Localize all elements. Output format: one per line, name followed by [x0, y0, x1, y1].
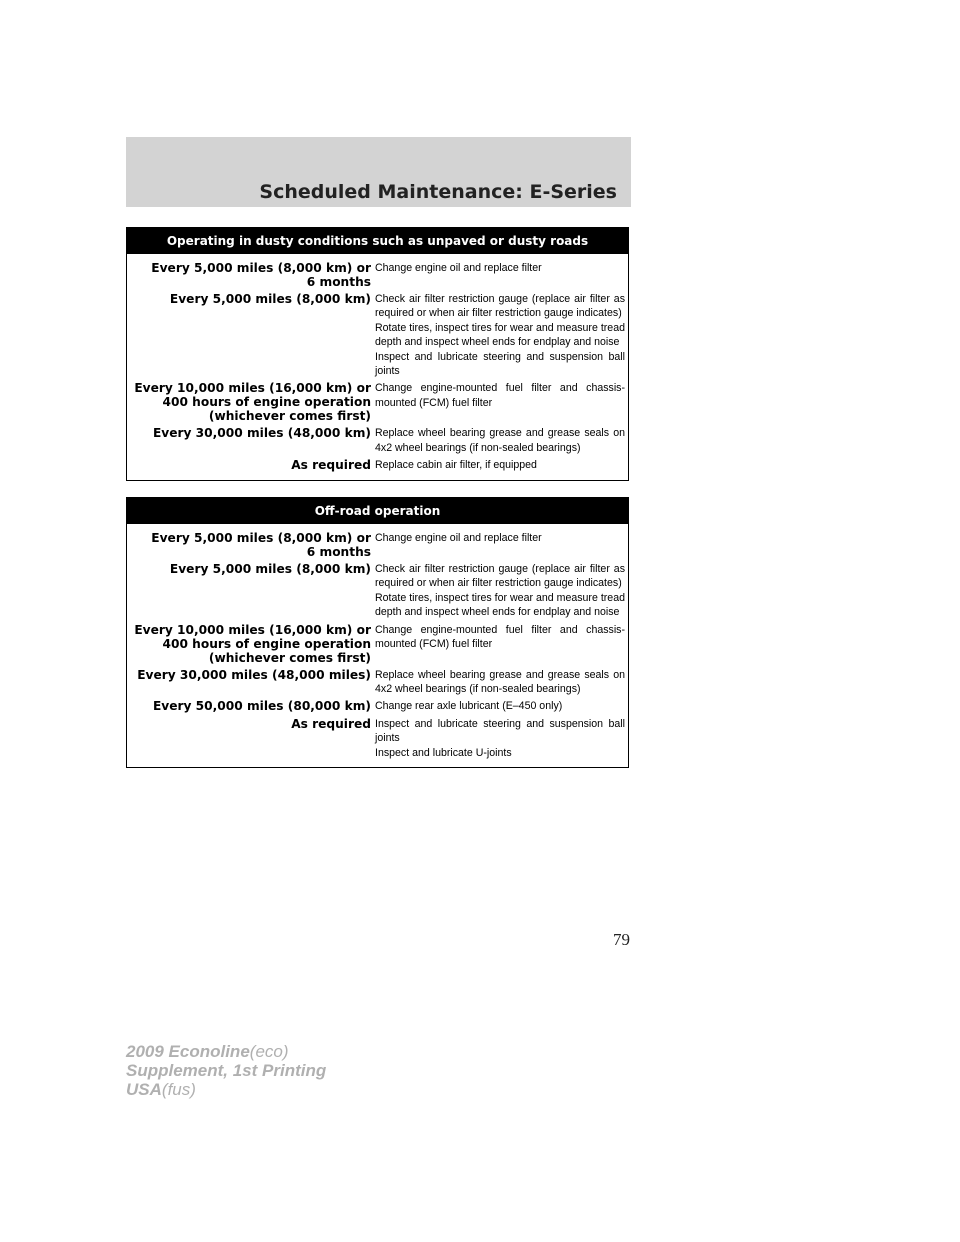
task-item: Replace wheel bearing grease and grease seals on 4x2 wheel bearings (if non-sealed bearings): [375, 427, 625, 454]
interval-label: Every 5,000 miles (8,000 km): [169, 562, 371, 576]
schedule-row: [127, 292, 628, 378]
task-list: [375, 623, 628, 652]
schedule-row: [127, 426, 628, 455]
header-band: [126, 137, 631, 207]
schedule-row: [127, 699, 628, 713]
task-list: [375, 426, 628, 455]
dusty-conditions-table: [126, 227, 629, 481]
footer-market-code: (fus): [161, 1080, 196, 1099]
task-item: Check air filter restriction gauge (replace air filter as required or when air filter restriction gauge indicates): [375, 563, 625, 590]
task-item: Change engine oil and replace filter: [375, 532, 542, 544]
task-item: Replace wheel bearing grease and grease seals on 4x2 wheel bearings (if non-sealed bearings): [375, 668, 625, 696]
footer-printing: Supplement, 1st Printing: [126, 1061, 327, 1080]
page-title: Scheduled Maintenance: E-Series: [259, 181, 617, 203]
task-list: [375, 531, 628, 545]
task-list: [375, 668, 628, 697]
task-list: [375, 381, 628, 410]
interval-label: Every 5,000 miles (8,000 km) or 6 months: [151, 531, 371, 559]
footer-line-2: [126, 1061, 326, 1080]
schedule-row: [127, 261, 628, 289]
task-item: Rotate tires, inspect tires for wear and measure tread depth and inspect wheel ends for endplay and noise: [375, 321, 625, 349]
task-list: [375, 699, 628, 713]
footer-model: 2009 Econoline: [126, 1042, 250, 1061]
interval-label: Every 10,000 miles (16,000 km) or 400 hours of engine operation (whichever comes first): [134, 381, 371, 424]
footer-line-3: [126, 1080, 326, 1099]
task-list: [375, 292, 628, 378]
print-footer: [126, 1042, 326, 1099]
interval-label: As required: [291, 458, 371, 473]
task-item: Change rear axle lubricant (E–450 only): [375, 700, 563, 713]
interval-label: Every 5,000 miles (8,000 km) or 6 months: [151, 261, 371, 289]
task-item: Check air filter restriction gauge (replace air filter as required or when air filter restriction gauge indicates): [375, 293, 625, 320]
task-list: [375, 261, 628, 275]
task-list: [375, 717, 628, 760]
section-title: Off-road operation: [127, 498, 628, 524]
task-item: Rotate tires, inspect tires for wear and measure tread depth and inspect wheel ends for endplay and noise: [375, 591, 625, 619]
schedule-row: [127, 668, 628, 697]
interval-label: Every 5,000 miles (8,000 km): [169, 292, 371, 306]
schedule-row: [127, 381, 628, 423]
page-number: 79: [613, 930, 630, 949]
schedule-row: [127, 531, 628, 559]
task-item: Change engine-mounted fuel filter and chassis-mounted (FCM) fuel filter: [375, 623, 625, 651]
interval-label: Every 30,000 miles (48,000 miles): [137, 667, 371, 682]
interval-label: Every 50,000 miles (80,000 km): [152, 699, 371, 714]
section-title: Operating in dusty conditions such as unpaved or dusty roads: [127, 228, 628, 254]
interval-label: As required: [291, 716, 371, 731]
task-list: [375, 562, 628, 620]
task-item: Replace cabin air filter, if equipped: [375, 459, 537, 472]
footer-line-1: [126, 1042, 326, 1061]
task-item: Inspect and lubricate steering and suspension ball joints: [375, 350, 625, 378]
footer-market: USA: [126, 1080, 162, 1099]
interval-label: Every 10,000 miles (16,000 km) or 400 hours of engine operation (whichever comes first): [134, 622, 371, 665]
schedule-row: [127, 458, 628, 472]
task-list: [375, 458, 628, 472]
task-item: Change engine-mounted fuel filter and chassis-mounted (FCM) fuel filter: [375, 382, 625, 409]
task-item: Inspect and lubricate steering and suspension ball joints: [375, 717, 625, 745]
off-road-operation-table: [126, 497, 629, 768]
interval-label: Every 30,000 miles (48,000 km): [152, 426, 371, 441]
schedule-row: [127, 717, 628, 760]
footer-model-code: (eco): [249, 1042, 289, 1061]
task-item: Inspect and lubricate U-joints: [375, 746, 512, 759]
schedule-row: [127, 562, 628, 620]
schedule-row: [127, 623, 628, 665]
task-item: Change engine oil and replace filter: [375, 262, 542, 274]
